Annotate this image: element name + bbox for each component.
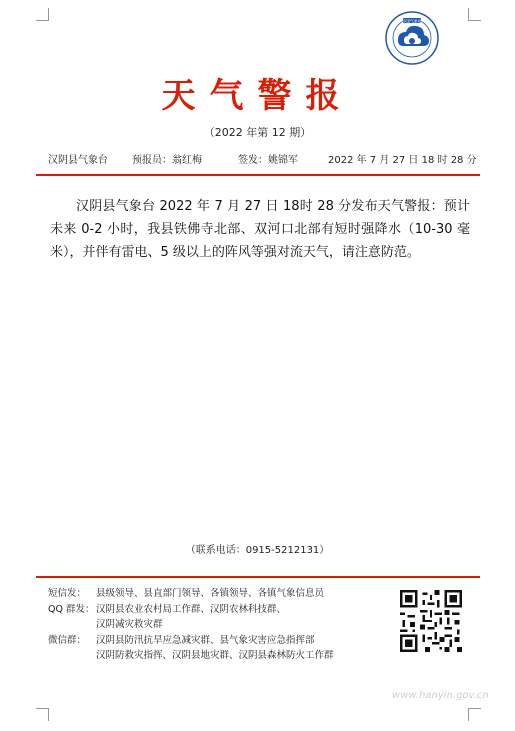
distribution-text: 县级领导、县直部门领导、各镇领导、各镇气象信息员: [96, 588, 325, 599]
distribution-label: 短信发：: [48, 588, 87, 599]
distribution-row: [48, 648, 388, 664]
distribution-row: [48, 586, 388, 602]
issue-number: （2022 年第 12 期）: [203, 126, 312, 139]
distribution-row: [48, 617, 388, 633]
crop-mark-bottom-right: [468, 708, 481, 721]
distribution-list: [48, 586, 388, 664]
weather-service-emblem-icon: [384, 10, 440, 66]
header-divider: [36, 174, 480, 176]
distribution-row: [48, 633, 388, 649]
distribution-text: 汉阴县农业农村局工作群、汉阴农林科技群、: [96, 603, 287, 615]
distribution-text: 汉阴减灾救灾群: [96, 619, 163, 630]
distribution-row: [48, 602, 388, 618]
footer-divider: [36, 576, 480, 578]
qr-code-icon: [400, 590, 462, 652]
issue-meta: [48, 151, 488, 165]
distribution-label: 微信群：: [48, 634, 87, 646]
page-title: 天气警报: [161, 76, 354, 116]
contact-phone: （联系电话：0915-5212131）: [185, 545, 330, 556]
crop-mark-bottom-left: [36, 708, 49, 721]
warning-body: 汉阴县气象台 2022 年 7 月 27 日 18时 28 分发布天气警报：预计未来 0-2 小时，我县铁佛寺北部、双河口北部有短时强降水（10-30 毫米），并伴有雷电、5 级以上的阵风等强对流天气，请注意防范。: [50, 199, 470, 260]
watermark: www.hanyin.gov.cn: [392, 690, 489, 701]
meta-signer: 签发：姚锦军: [238, 155, 298, 166]
meta-station: 汉阴县气象台: [48, 155, 108, 166]
distribution-text: 汉阴县防汛抗旱应急减灾群、县气象灾害应急指挥部: [96, 634, 315, 646]
meta-forecaster: 预报员：翁红梅: [132, 155, 202, 166]
crop-mark-top-left: [36, 8, 49, 21]
distribution-text: 汉阴防救灾指挥、汉阴县地灾群、汉阴县森林防火工作群: [96, 650, 334, 661]
distribution-label: QQ 群发：: [48, 603, 95, 615]
crop-mark-top-right: [468, 8, 481, 21]
logo-text: 中国气象局: [402, 18, 422, 24]
meta-datetime: 2022 年 7 月 27 日 18 时 28 分: [328, 155, 477, 166]
